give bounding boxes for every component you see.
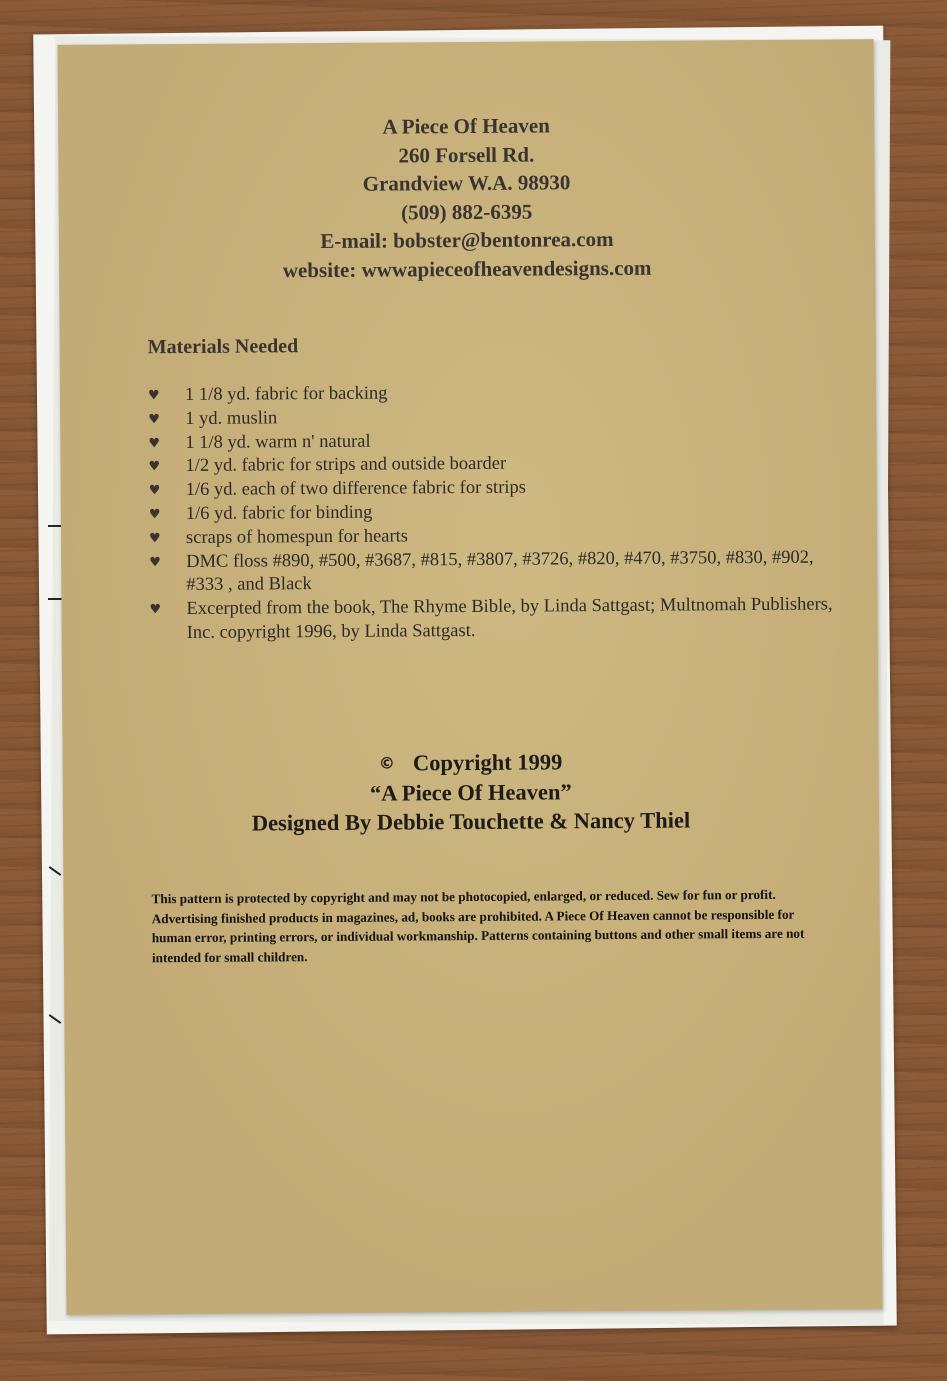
heart-icon: ♥	[148, 530, 161, 547]
list-item-text: 1/2 yd. fabric for strips and outside boarder	[185, 454, 507, 477]
staple-mark	[48, 525, 62, 527]
phone-number: (509) 882-6395	[401, 199, 533, 224]
list-item-text: 1/6 yd. fabric for binding	[185, 502, 373, 524]
list-item-text: 1 1/8 yd. warm n' natural	[185, 431, 371, 453]
pattern-back-cover	[58, 39, 883, 1315]
email-address: E-mail: bobster@bentonrea.com	[320, 226, 614, 254]
list-item-text: Excerpted from the book, The Rhyme Bible, by Linda Sattgast; Multnomah Publishers, Inc. copyright 1996, by Linda Sattgast.	[186, 594, 833, 643]
street-address: 260 Forsell Rd.	[398, 142, 535, 167]
list-item	[149, 594, 839, 646]
heart-icon: ♥	[148, 459, 161, 475]
heart-icon: ♥	[148, 435, 161, 451]
city-line: Grandview W.A. 98930	[362, 170, 571, 196]
list-item-text: 1/6 yd. each of two difference fabric for strips	[185, 477, 527, 501]
designers-credit: Designed By Debbie Touchette & Nancy Thiel	[251, 807, 691, 836]
heart-icon: ♥	[149, 554, 161, 570]
copyright-year: Copyright 1999	[412, 749, 563, 776]
contact-header	[58, 109, 875, 286]
heart-icon: ♥	[148, 483, 161, 499]
heart-icon: ♥	[148, 507, 161, 523]
website-address: website: wwwapieceofheavendesigns.com	[282, 255, 652, 282]
copyright-symbol: ©	[378, 753, 395, 773]
copyright-disclaimer: This pattern is protected by copyright and may not be photocopied, enlarged, or reduced. Sew for fun or profit. Advertising finished products in magazines, ad, books are prohibited. A Piece Of Heaven cannot be responsible for human error, printing errors, or individual workmanship. Patterns containing buttons and other small items are not intended for small children.	[151, 886, 805, 965]
list-item	[149, 546, 839, 598]
copyright-block	[63, 745, 880, 839]
list-item-text: scraps of homespun for hearts	[185, 526, 409, 548]
materials-title: Materials Needed	[147, 335, 299, 359]
heart-icon: ♥	[149, 602, 162, 618]
heart-icon: ♥	[147, 388, 160, 404]
copyright-company: “A Piece Of Heaven”	[369, 778, 572, 806]
heart-icon: ♥	[148, 411, 160, 428]
business-name: A Piece Of Heaven	[382, 113, 550, 139]
list-item-text: 1 1/8 yd. fabric for backing	[184, 383, 388, 405]
materials-list	[148, 379, 840, 646]
list-item-text: 1 yd. muslin	[185, 408, 278, 429]
list-item-text: DMC floss #890, #500, #3687, #815, #3807, #3726, #820, #470, #3750, #830, #902, #333 , and Black	[186, 547, 814, 596]
staple-mark	[48, 598, 62, 600]
